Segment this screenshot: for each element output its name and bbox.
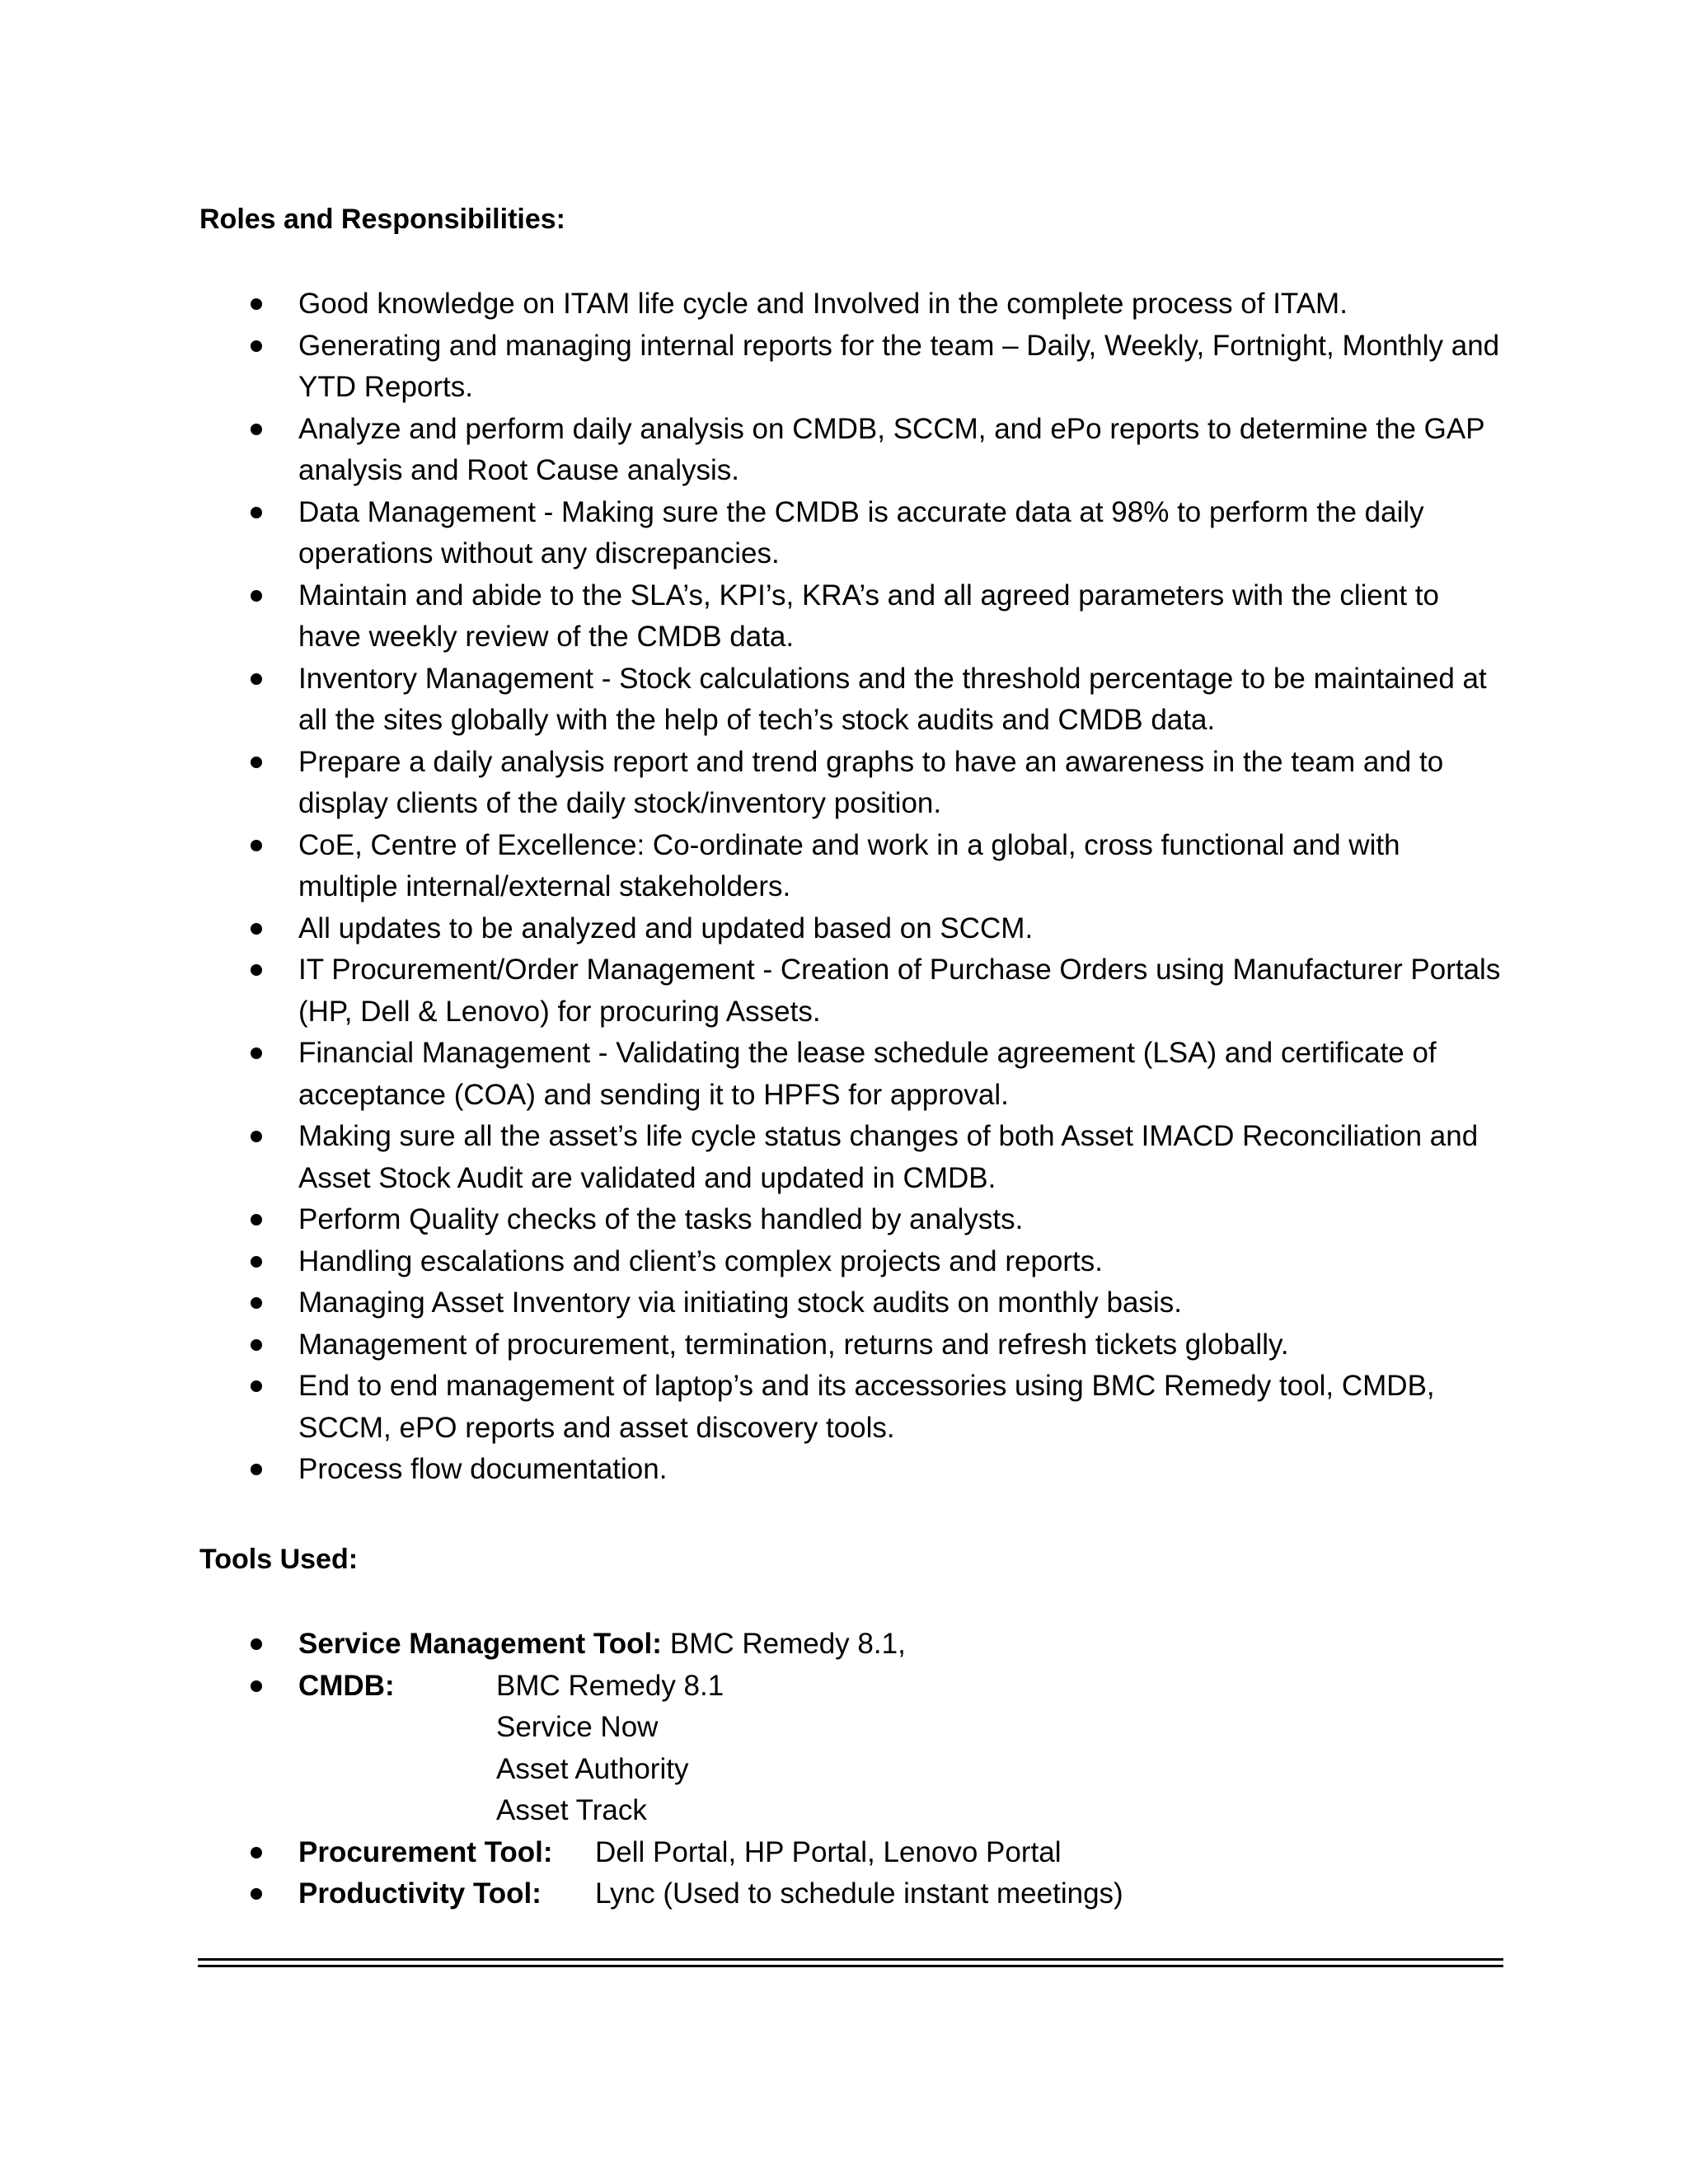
bullet-icon	[251, 1131, 262, 1142]
bullet-icon	[251, 1680, 262, 1692]
list-item	[199, 409, 1502, 492]
role-text: End to end management of laptop’s and its accessories using BMC Remedy tool, CMDB, SCCM, ePO reports and asset discovery tools.	[298, 1370, 1435, 1444]
tool-label: Productivity Tool:	[298, 1877, 542, 1910]
tool-item-service-management	[199, 1624, 1502, 1666]
list-item	[199, 949, 1502, 1033]
tool-item-productivity	[199, 1873, 1502, 1915]
role-text: Prepare a daily analysis report and trend graphs to have an awareness in the team and to display clients of the daily stock/inventory position.	[298, 745, 1444, 819]
bullet-icon	[251, 923, 262, 935]
bullet-icon	[251, 590, 262, 602]
tool-value: Asset Track	[496, 1794, 647, 1826]
list-item	[199, 1324, 1502, 1366]
tool-value: Service Now	[496, 1711, 659, 1743]
tool-value: BMC Remedy 8.1	[496, 1669, 724, 1702]
bullet-icon	[251, 757, 262, 768]
divider	[198, 1958, 1503, 1961]
list-item	[199, 908, 1502, 950]
bullet-icon	[251, 424, 262, 435]
bullet-icon	[251, 1339, 262, 1351]
tool-value: Dell Portal, HP Portal, Lenovo Portal	[595, 1835, 1062, 1868]
role-text: Process flow documentation.	[298, 1453, 668, 1485]
tools-list	[199, 1624, 1502, 1915]
role-text: Data Management - Making sure the CMDB is accurate data at 98% to perform the daily operations without any discrepancies.	[298, 495, 1424, 569]
list-item	[199, 825, 1502, 908]
role-text: Perform Quality checks of the tasks handled by analysts.	[298, 1203, 1024, 1235]
bullet-icon	[251, 1256, 262, 1268]
role-text: Analyze and perform daily analysis on CMDB, SCCM, and ePo reports to determine the GAP analysis and Root Cause analysis.	[298, 412, 1484, 486]
bullet-icon	[251, 340, 262, 352]
role-text: Good knowledge on ITAM life cycle and Involved in the complete process of ITAM.	[298, 288, 1348, 320]
role-text: Management of procurement, termination, returns and refresh tickets globally.	[298, 1328, 1289, 1361]
tool-label: Service Management Tool:	[298, 1628, 662, 1660]
list-item	[199, 492, 1502, 575]
tool-value: Lync (Used to schedule instant meetings)	[595, 1877, 1123, 1910]
tool-value: BMC Remedy 8.1,	[669, 1628, 906, 1660]
bullet-icon	[251, 1297, 262, 1309]
list-item	[199, 1116, 1502, 1199]
role-text: Making sure all the asset’s life cycle status changes of both Asset IMACD Reconciliation and Asset Stock Audit are validated and updated in CMDB.	[298, 1120, 1479, 1194]
list-item	[199, 658, 1502, 742]
bullet-icon	[251, 1464, 262, 1475]
bullet-icon	[251, 1214, 262, 1226]
list-item	[199, 575, 1502, 658]
role-text: All updates to be analyzed and updated based on SCCM.	[298, 912, 1034, 944]
bullet-icon	[251, 298, 262, 310]
role-text: Generating and managing internal reports for the team – Daily, Weekly, Fortnight, Monthly and YTD Reports.	[298, 329, 1500, 403]
role-text: IT Procurement/Order Management - Creation of Purchase Orders using Manufacturer Portals (HP, Dell & Lenovo) for procuring Assets.	[298, 954, 1501, 1028]
bullet-icon	[251, 1847, 262, 1858]
bullet-icon	[251, 964, 262, 976]
list-item	[199, 326, 1502, 409]
tool-value: Asset Authority	[496, 1752, 689, 1785]
role-text: Inventory Management - Stock calculations and the threshold percentage to be maintained at all the sites globally with the help of tech’s stock audits and CMDB data.	[298, 662, 1487, 736]
tool-item-cmdb	[199, 1666, 1502, 1832]
roles-heading: Roles and Responsibilities:	[199, 204, 565, 235]
list-item	[199, 1449, 1502, 1491]
role-text: Maintain and abide to the SLA’s, KPI’s, KRA’s and all agreed parameters with the client to have weekly review of the CMDB data.	[298, 579, 1439, 653]
bullet-icon	[251, 1047, 262, 1059]
role-text: CoE, Centre of Excellence: Co-ordinate and work in a global, cross functional and with multiple internal/external stakeholders.	[298, 828, 1400, 902]
bullet-icon	[251, 1380, 262, 1392]
divider	[198, 1965, 1503, 1967]
role-text: Managing Asset Inventory via initiating stock audits on monthly basis.	[298, 1286, 1182, 1319]
bullet-icon	[251, 840, 262, 851]
bullet-icon	[251, 1638, 262, 1650]
tool-label: Procurement Tool:	[298, 1835, 553, 1868]
list-item	[199, 1241, 1502, 1283]
bullet-icon	[251, 507, 262, 518]
list-item	[199, 1033, 1502, 1116]
tool-label: CMDB:	[298, 1669, 395, 1702]
tool-values	[496, 1666, 724, 1832]
list-item	[199, 1199, 1502, 1241]
bullet-icon	[251, 1888, 262, 1900]
list-item	[199, 742, 1502, 825]
role-text: Financial Management - Validating the lease schedule agreement (LSA) and certificate of acceptance (COA) and sending it to HPFS for approval.	[298, 1037, 1437, 1111]
bullet-icon	[251, 673, 262, 685]
list-item	[199, 1282, 1502, 1324]
list-item	[199, 1366, 1502, 1449]
list-item	[199, 284, 1502, 326]
roles-list	[199, 284, 1502, 1491]
role-text: Handling escalations and client’s complex projects and reports.	[298, 1244, 1104, 1277]
tools-heading: Tools Used:	[199, 1544, 359, 1575]
tool-item-procurement	[199, 1832, 1502, 1874]
